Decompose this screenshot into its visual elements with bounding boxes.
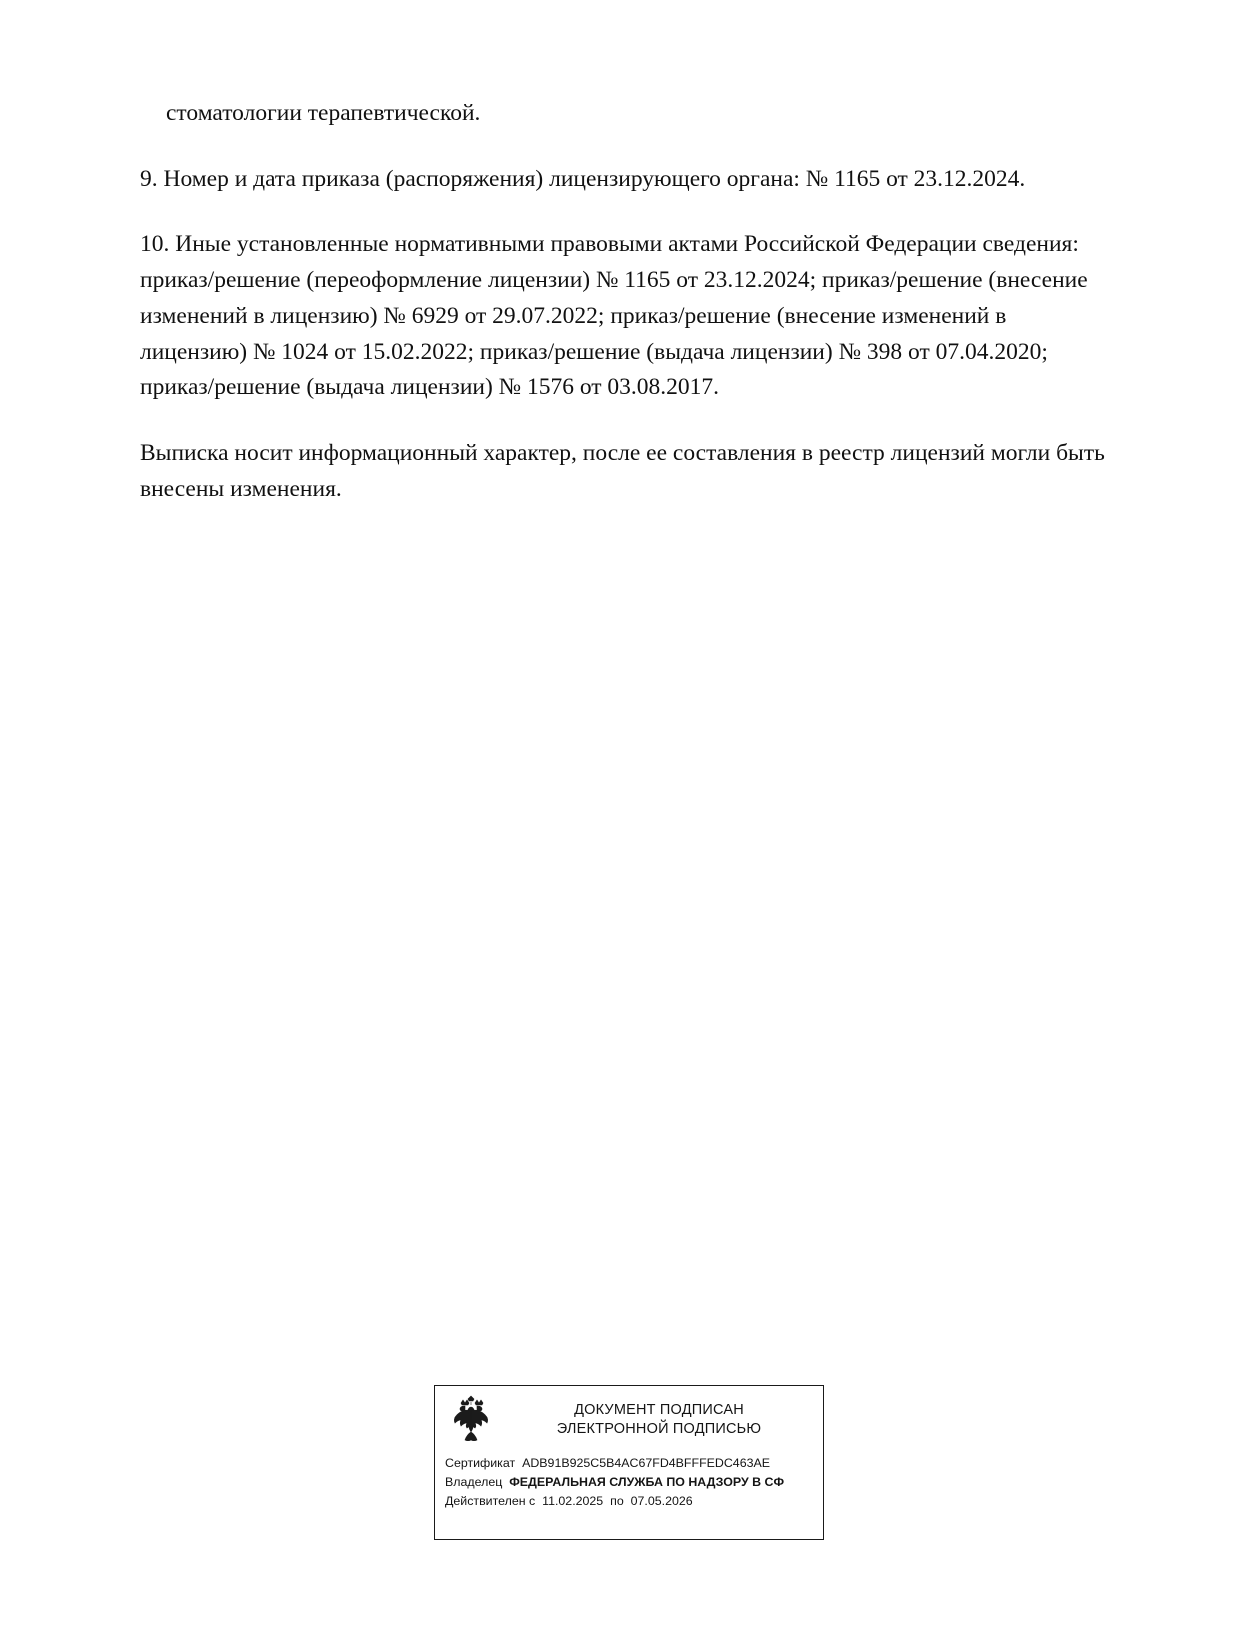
stamp-certificate-label: Сертификат — [445, 1456, 516, 1470]
stamp-title — [503, 1401, 815, 1439]
stamp-valid-label: Действителен с — [445, 1494, 536, 1509]
paragraph-item-10: 10. Иные установленные нормативными правовыми актами Российской Федерации сведения: приказ/решение (переоформление лицензии) № 1165 от 23.12.2024; приказ/решение (внесение изменений в лицензию) № 6929 от 29.07.2022; приказ/решение (внесение изменений в лицензию) № 1024 от 15.02.2022; приказ/решение (выдача лицензии) № 398 от 07.04.2020; приказ/решение (выдача лицензии) № 1576 от 03.08.2017. — [140, 231, 1088, 401]
stamp-owner-value: ФЕДЕРАЛЬНАЯ СЛУЖБА ПО НАДЗОРУ В СФ — [509, 1475, 785, 1490]
spacer — [140, 132, 1105, 162]
document-body — [140, 96, 1105, 507]
stamp-owner-label: Владелец — [445, 1475, 503, 1490]
stamp-validity-row — [445, 1492, 823, 1511]
stamp-valid-to: 07.05.2026 — [630, 1494, 693, 1509]
double-headed-eagle-emblem-icon — [445, 1394, 497, 1446]
paragraph-disclaimer: Выписка носит информационный характер, после ее составления в реестр лицензий могли быть внесены изменения. — [140, 440, 1105, 502]
stamp-certificate-row — [445, 1454, 823, 1473]
stamp-title-line2: ЭЛЕКТРОННОЙ ПОДПИСЬЮ — [556, 1421, 762, 1437]
spacer — [140, 197, 1105, 227]
stamp-title-line1: ДОКУМЕНТ ПОДПИСАН — [574, 1401, 744, 1418]
stamp-details — [435, 1448, 823, 1512]
stamp-certificate-value: ADB91B925C5B4AC67FD4BFFFEDC463AE — [522, 1456, 771, 1470]
stamp-valid-from: 11.02.2025 — [542, 1494, 604, 1509]
stamp-header — [435, 1386, 823, 1448]
spacer — [140, 406, 1105, 436]
paragraph-item-9: 9. Номер и дата приказа (распоряжения) лицензирующего органа: № 1165 от 23.12.2024. — [140, 165, 1026, 192]
stamp-owner-row — [445, 1473, 823, 1492]
paragraph-continuation: стоматологии терапевтической. — [166, 100, 481, 126]
stamp-valid-to-label: по — [610, 1494, 624, 1509]
electronic-signature-stamp — [434, 1385, 824, 1540]
